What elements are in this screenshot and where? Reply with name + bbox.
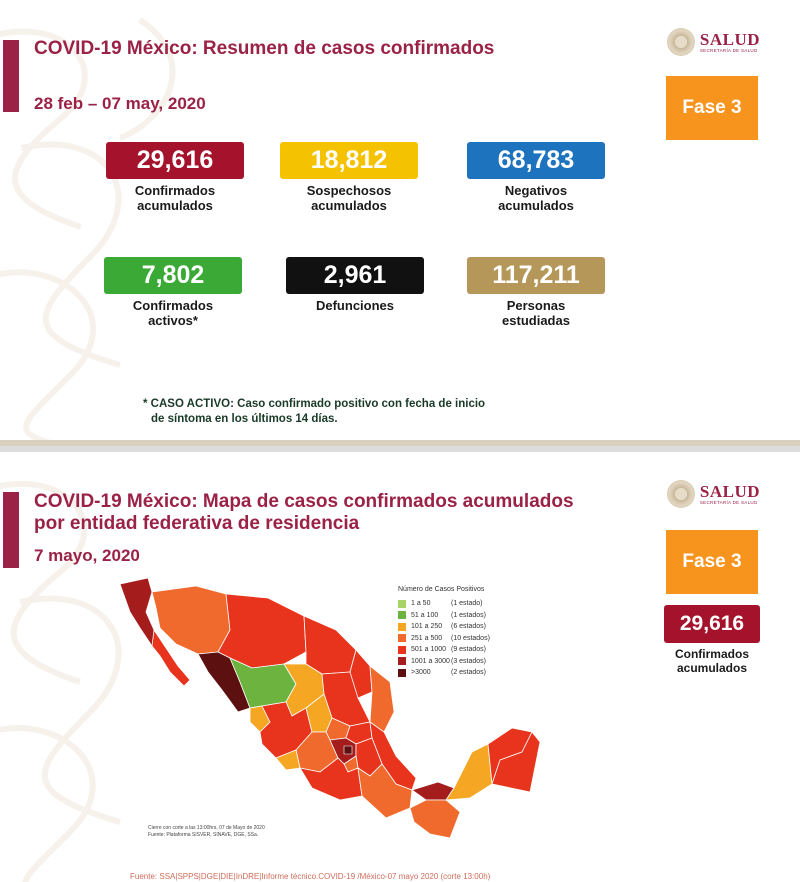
active-case-note: * CASO ACTIVO: Caso confirmado positivo con fecha de inicio de síntoma en los últimos 14 días.: [143, 398, 486, 425]
stat-value: 68,783: [467, 142, 605, 179]
seal-icon: [667, 480, 695, 508]
legend-row: 1 a 50 (1 estado): [398, 598, 528, 610]
legend-swatch: [398, 646, 406, 654]
salud-logo: [667, 480, 760, 508]
legend-swatch: [398, 623, 406, 631]
map-legend: [398, 586, 528, 679]
stat-label: Confirmados acumulados: [134, 183, 216, 213]
stat-defunciones: [286, 257, 424, 313]
logo-text: SALUD: [699, 30, 760, 49]
accent-bar: [3, 492, 19, 568]
legend-row: 101 a 250 (6 estados): [398, 621, 528, 633]
state-chiapas: [410, 800, 460, 838]
page-title: COVID-19 México: Resumen de casos confirmados: [34, 38, 495, 59]
stat-value: 29,616: [106, 142, 244, 179]
stat-label: Personas estudiadas: [502, 298, 570, 328]
map-slide: [0, 452, 800, 882]
legend-row: 1001 a 3000 (3 estados): [398, 656, 528, 668]
legend-row: 51 a 100 (1 estados): [398, 610, 528, 622]
legend-swatch: [398, 669, 406, 677]
legend-swatch: [398, 600, 406, 608]
state-sonora: [152, 586, 230, 654]
stat-value: 117,211: [467, 257, 605, 294]
fase-badge: Fase 3: [666, 530, 758, 594]
background-pattern: [0, 0, 240, 440]
stat-label: Sospechosos acumulados: [306, 183, 392, 213]
stat-confirmados: [106, 142, 244, 213]
legend-row: 501 a 1000 (9 estados): [398, 644, 528, 656]
state-cdmx: [344, 746, 352, 754]
page-title: COVID-19 México: Mapa de casos confirmados acumulados por entidad federativa de residencia: [34, 491, 574, 534]
state-campeche: [446, 744, 492, 800]
stat-sospechosos: [280, 142, 418, 213]
legend-title: Número de Casos Positivos: [398, 586, 485, 593]
seal-icon: [667, 28, 695, 56]
map-source-note: Cierre con corte a las 13:00hrs, 07 de Mayo de 2020 Fuente: Plataforma SISVER, SINAVE, DGE, SSa.: [148, 825, 265, 838]
legend-row: 251 a 500 (10 estados): [398, 633, 528, 645]
state-tamaulipas: [370, 666, 394, 732]
salud-logo: [667, 28, 760, 56]
stat-negativos: [467, 142, 605, 213]
stat-value: 18,812: [280, 142, 418, 179]
fase-badge: Fase 3: [666, 76, 758, 140]
confirmed-value: 29,616: [664, 605, 760, 643]
logo-subtext: SECRETARÍA DE SALUD: [699, 48, 758, 53]
stat-value: 2,961: [286, 257, 424, 294]
logo-subtext: SECRETARÍA DE SALUD: [699, 500, 758, 505]
confirmed-label: Confirmados acumulados: [674, 647, 749, 675]
report-date: 7 mayo, 2020: [34, 546, 140, 565]
stat-label: Negativos acumulados: [498, 183, 574, 213]
logo-text: SALUD: [699, 482, 760, 501]
state-coahuila: [304, 616, 356, 674]
state-chihuahua: [218, 594, 306, 668]
stat-label: Defunciones: [315, 298, 394, 313]
stat-estudiadas: [467, 257, 605, 328]
stat-activos: [104, 257, 242, 328]
legend-swatch: [398, 657, 406, 665]
stat-label: Confirmados activos*: [132, 298, 214, 328]
footer-source: Fuente: SSA|SPPS|DGE|DIE|InDRE|Informe técnico.COVID-19 /México-07 mayo 2020 (corte 13:00h): [130, 872, 491, 881]
legend-swatch: [398, 611, 406, 619]
legend-swatch: [398, 634, 406, 642]
legend-row: >3000 (2 estados): [398, 667, 528, 679]
date-range: 28 feb – 07 may, 2020: [34, 94, 206, 113]
accent-bar: [3, 40, 19, 112]
stat-value: 7,802: [104, 257, 242, 294]
